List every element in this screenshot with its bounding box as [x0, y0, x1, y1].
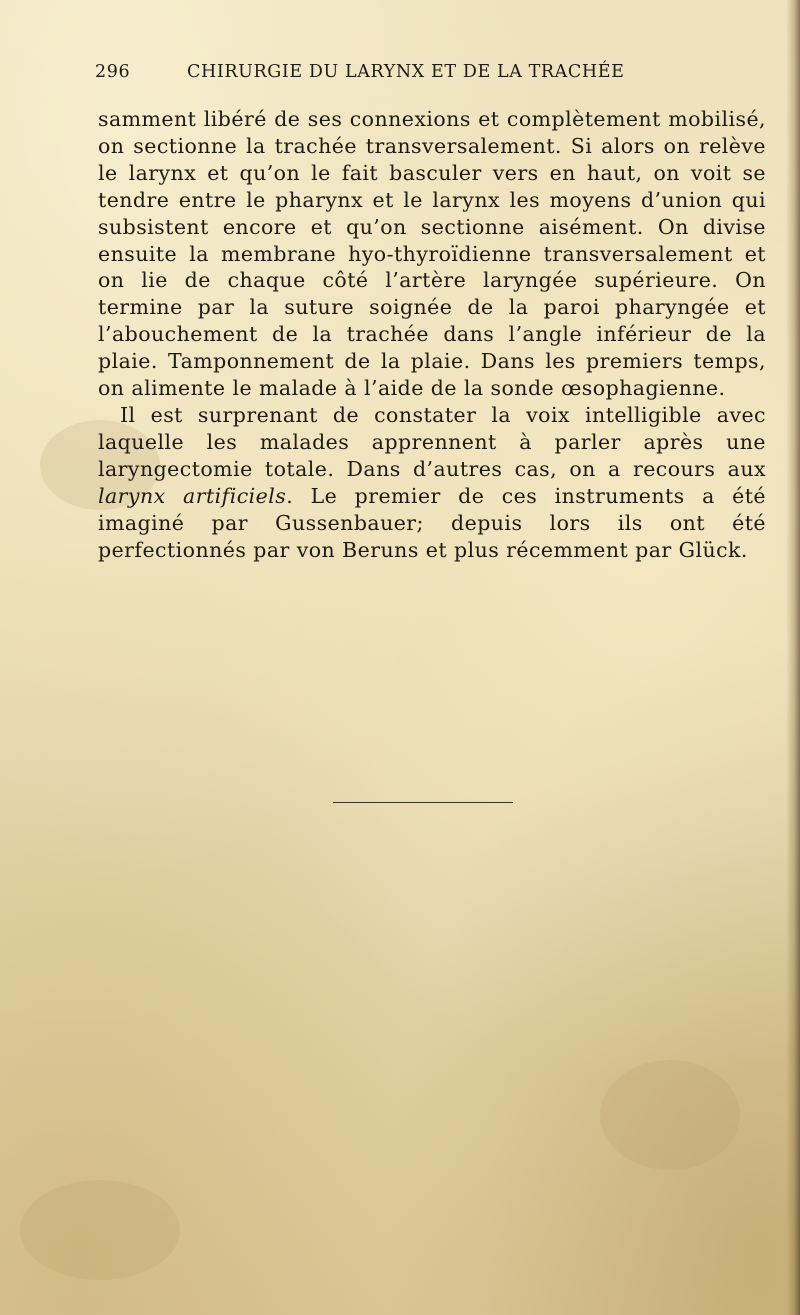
- paragraph: samment libéré de ses connexions et complètement mobilisé, on sectionne la trachée transversalement. Si alors on relève le larynx et qu’on le fait basculer vers en haut, on voit se tendre entre le pharynx et le larynx les moyens d’union qui subsistent encore et qu’on sectionne aisément. On divise ensuite la membrane hyo-thyroïdienne transversalement et on lie de chaque côté l’artère laryngée supérieure. On termine par la suture soignée de la paroi pharyngée et l’abouchement de la trachée dans l’angle inférieur de la plaie. Tamponnement de la plaie. Dans les premiers temps, on alimente le malade à l’aide de la sonde œsophagienne.: [98, 107, 766, 401]
- paper-stain: [600, 1060, 740, 1170]
- paragraph: [98, 402, 766, 563]
- body-text: [98, 106, 766, 563]
- page-number: 296: [95, 62, 131, 82]
- paragraph-text: Il est surprenant de constater la voix intelligible avec laquelle les malades apprennent à parler après une laryngectomie totale. Dans d’autres cas, on a recours aux: [98, 402, 766, 481]
- page-header: [95, 62, 775, 92]
- paper-stain: [20, 1180, 180, 1280]
- italic-term: larynx artificiels: [98, 483, 287, 508]
- running-head: CHIRURGIE DU LARYNX ET DE LA TRACHÉE: [187, 62, 625, 82]
- end-rule: [333, 802, 513, 803]
- page-edge-shadow: [786, 0, 800, 1315]
- paragraph-text: . Le premier de ces instruments a été imaginé par Gussenbauer; depuis lors ils ont été perfectionnés par von Beruns et plus récemment par Glück.: [98, 483, 767, 562]
